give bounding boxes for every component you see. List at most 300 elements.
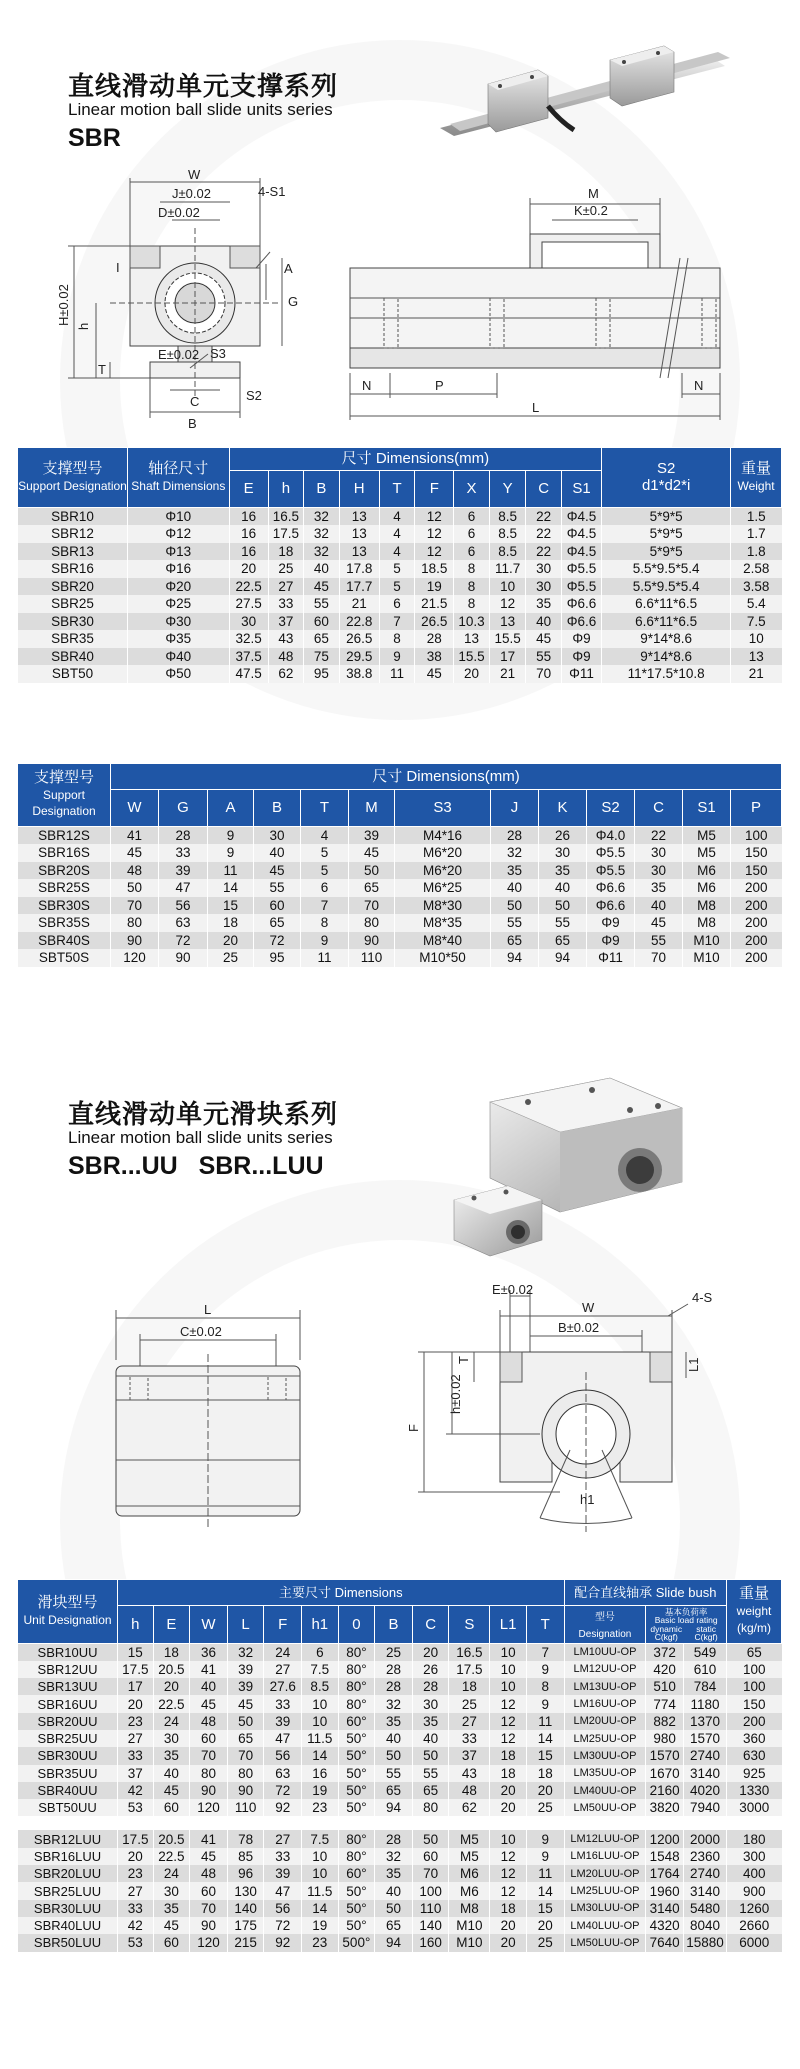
table-cell: M8 — [683, 897, 731, 915]
table-cell: Φ4.5 — [561, 543, 601, 561]
table-row — [18, 1882, 782, 1899]
table-cell: 55 — [539, 914, 587, 932]
table-cell: 20.5 — [153, 1661, 190, 1678]
table-cell: 35 — [375, 1865, 413, 1882]
table-cell: 17.5 — [118, 1661, 154, 1678]
table-cell: 20 — [208, 932, 254, 950]
table-cell: 50 — [412, 1830, 449, 1847]
table-cell: 12 — [490, 1730, 527, 1747]
table-cell: 18.5 — [415, 560, 454, 578]
table-cell: 56 — [264, 1900, 302, 1917]
table-cell: Φ25 — [127, 595, 229, 613]
table-cell: 23 — [118, 1713, 154, 1730]
table-cell: LM16LUU-OP — [564, 1848, 646, 1865]
table-cell: 70 — [111, 897, 159, 915]
table-cell: 55 — [635, 932, 683, 950]
table-cell: LM20LUU-OP — [564, 1865, 646, 1882]
table-row — [18, 862, 782, 880]
table-cell: 60 — [153, 1934, 190, 1951]
table-cell: 40 — [635, 897, 683, 915]
table-cell: Φ50 — [127, 665, 229, 683]
table-cell: 32 — [304, 525, 339, 543]
table-cell: 26 — [412, 1661, 449, 1678]
table-cell: SBR12UU — [18, 1661, 118, 1678]
table-cell: M5 — [449, 1830, 490, 1847]
table-cell: 11 — [526, 1713, 564, 1730]
table-cell: 4 — [379, 508, 414, 526]
table-cell: 33 — [159, 844, 208, 862]
table-cell: 1330 — [727, 1782, 782, 1799]
table-cell: 6.6*11*6.5 — [602, 595, 731, 613]
column-header: P — [731, 790, 782, 827]
table-cell: 11.7 — [489, 560, 526, 578]
table-row — [18, 1765, 782, 1782]
table-cell: M6*25 — [395, 879, 491, 897]
table-cell: Φ35 — [127, 630, 229, 648]
table-cell: 19 — [415, 578, 454, 596]
table-cell: Φ5.5 — [587, 844, 635, 862]
header-shaft-dimensions: 轴径尺寸 Shaft Dimensions — [127, 448, 229, 508]
table-cell: 15 — [526, 1900, 564, 1917]
table-cell: 3.58 — [731, 578, 782, 596]
table-cell: 4 — [301, 827, 349, 845]
table-cell: 6 — [454, 543, 489, 561]
table-cell: M10*50 — [395, 949, 491, 967]
table-cell: 18 — [208, 914, 254, 932]
table-cell: 3820 — [646, 1799, 684, 1816]
table-cell: SBR16UU — [18, 1695, 118, 1712]
table-cell: 45 — [190, 1695, 228, 1712]
table-cell: LM13UU-OP — [564, 1678, 646, 1695]
table-cell: 4320 — [646, 1917, 684, 1934]
table-row — [18, 1713, 782, 1730]
table-spacer — [18, 1816, 782, 1830]
table-cell: 33 — [264, 1695, 302, 1712]
table-cell: 32 — [227, 1644, 264, 1661]
table-cell: 2360 — [683, 1848, 726, 1865]
column-header: W — [111, 790, 159, 827]
table-cell: 20 — [454, 665, 489, 683]
table-cell: 24 — [153, 1713, 190, 1730]
table-cell: 15.5 — [489, 630, 526, 648]
table-cell: SBR13 — [18, 543, 128, 561]
table-cell: 2000 — [683, 1830, 726, 1847]
table-cell: 12 — [415, 543, 454, 561]
table-cell: 65 — [412, 1782, 449, 1799]
column-header: E — [229, 471, 268, 508]
table-cell: 1180 — [683, 1695, 726, 1712]
table-cell: 42 — [118, 1782, 154, 1799]
table-cell: 30 — [229, 613, 268, 631]
table-cell: 1548 — [646, 1848, 684, 1865]
section-model: SBR — [68, 124, 121, 152]
table-cell: 30 — [539, 844, 587, 862]
svg-text:T: T — [98, 362, 106, 377]
table-row — [18, 525, 782, 543]
table-cell: 8 — [454, 578, 489, 596]
table-cell: 65 — [727, 1644, 782, 1661]
table-cell: SBR35 — [18, 630, 128, 648]
svg-text:D±0.02: D±0.02 — [158, 205, 200, 220]
table-cell: 1670 — [646, 1765, 684, 1782]
table-cell: 11 — [301, 949, 349, 967]
table-cell: 45 — [415, 665, 454, 683]
table-row — [18, 578, 782, 596]
svg-text:B±0.02: B±0.02 — [558, 1320, 600, 1335]
table-cell: LM35UU-OP — [564, 1765, 646, 1782]
table-cell: M8*35 — [395, 914, 491, 932]
table-row — [18, 1661, 782, 1678]
table-cell: M6 — [683, 879, 731, 897]
table-cell: 50 — [491, 897, 539, 915]
table-cell: LM50UU-OP — [564, 1799, 646, 1816]
header-basic-load-rating: 基本负荷率 Basic load rating dynamic C(kgf) static C(kgf) — [646, 1606, 727, 1644]
table-cell: 30 — [526, 560, 561, 578]
column-header: S1 — [683, 790, 731, 827]
table-row — [18, 1695, 782, 1712]
column-header: L1 — [490, 1606, 527, 1644]
table-cell: 80 — [412, 1799, 449, 1816]
table-cell: 4 — [379, 525, 414, 543]
table-cell: Φ6.6 — [561, 613, 601, 631]
table-cell: 1260 — [727, 1900, 782, 1917]
table-cell: 55 — [304, 595, 339, 613]
table-cell: 200 — [731, 897, 782, 915]
table-cell: 60° — [338, 1865, 375, 1882]
table-cell: 5.5*9.5*5.4 — [602, 578, 731, 596]
table-cell: 65 — [254, 914, 301, 932]
table-cell: Φ4.5 — [561, 525, 601, 543]
table-cell: 39 — [159, 862, 208, 880]
table-cell: 27 — [268, 578, 303, 596]
table-cell: 39 — [349, 827, 395, 845]
table-row — [18, 1730, 782, 1747]
table-cell: M6 — [449, 1882, 490, 1899]
table-cell: 15.5 — [454, 648, 489, 666]
table-cell: 41 — [190, 1661, 228, 1678]
table-cell: 1200 — [646, 1830, 684, 1847]
sbr-support-spec-table — [17, 447, 782, 683]
table-cell: SBR30 — [18, 613, 128, 631]
sbruu-end-view-drawing — [400, 1282, 730, 1552]
section-title-cn: 直线滑动单元滑块系列 — [68, 1099, 339, 1129]
table-cell: LM20UU-OP — [564, 1713, 646, 1730]
column-header: S1 — [561, 471, 601, 508]
table-cell: Φ4.5 — [561, 508, 601, 526]
table-cell: 7940 — [683, 1799, 726, 1816]
table-cell: 90 — [159, 949, 208, 967]
table-cell: 45 — [304, 578, 339, 596]
table-cell: 9 — [526, 1830, 564, 1847]
svg-text:P: P — [435, 378, 444, 393]
table-cell: 7.5 — [302, 1830, 339, 1847]
table-cell: 10 — [490, 1678, 527, 1695]
table-cell: 774 — [646, 1695, 684, 1712]
svg-text:W: W — [188, 167, 201, 182]
table-cell: 94 — [491, 949, 539, 967]
table-cell: 40 — [412, 1730, 449, 1747]
column-header: 0 — [338, 1606, 375, 1644]
table-cell: 60 — [304, 613, 339, 631]
table-cell: 5*9*5 — [602, 525, 731, 543]
table-cell: 9*14*8.6 — [602, 648, 731, 666]
table-cell: 90 — [190, 1917, 228, 1934]
column-header: Y — [489, 471, 526, 508]
table-cell: 39 — [227, 1661, 264, 1678]
table-cell: 39 — [264, 1713, 302, 1730]
table-cell: Φ9 — [587, 914, 635, 932]
table-cell: 14 — [526, 1882, 564, 1899]
column-header: h — [118, 1606, 154, 1644]
table-cell: Φ10 — [127, 508, 229, 526]
table-cell: 1370 — [683, 1713, 726, 1730]
table-cell: 40 — [304, 560, 339, 578]
table-cell: 95 — [254, 949, 301, 967]
table-cell: 6 — [454, 508, 489, 526]
table-cell: 35 — [375, 1713, 413, 1730]
table-cell: SBR20UU — [18, 1713, 118, 1730]
table-cell: 882 — [646, 1713, 684, 1730]
table-cell: SBR13UU — [18, 1678, 118, 1695]
table-cell: 22 — [526, 508, 561, 526]
table-cell: 9 — [526, 1848, 564, 1865]
table-cell: 25 — [375, 1644, 413, 1661]
table-cell: 48 — [190, 1713, 228, 1730]
table-cell: 80° — [338, 1848, 375, 1865]
table-cell: 13 — [339, 543, 379, 561]
table-row — [18, 560, 782, 578]
table-cell: 23 — [302, 1799, 339, 1816]
table-cell: 35 — [153, 1900, 190, 1917]
table-cell: 5 — [301, 844, 349, 862]
svg-text:S2: S2 — [246, 388, 262, 403]
table-cell: SBR10UU — [18, 1644, 118, 1661]
table-cell: 47 — [264, 1882, 302, 1899]
table-cell: 35 — [412, 1713, 449, 1730]
table-cell: 13 — [454, 630, 489, 648]
table-cell: 22.5 — [229, 578, 268, 596]
svg-text:I: I — [116, 260, 120, 275]
table-cell: 400 — [727, 1865, 782, 1882]
column-header: L — [227, 1606, 264, 1644]
table-cell: 18 — [490, 1900, 527, 1917]
table-cell: 20 — [490, 1934, 527, 1951]
table-cell: Φ4.0 — [587, 827, 635, 845]
table-cell: 16 — [302, 1765, 339, 1782]
table-cell: LM16UU-OP — [564, 1695, 646, 1712]
table-cell: 70 — [635, 949, 683, 967]
table-cell: 33 — [118, 1747, 154, 1764]
table-cell: 5480 — [683, 1900, 726, 1917]
table-cell: 47.5 — [229, 665, 268, 683]
spacer-cell — [18, 1816, 782, 1830]
table-cell: 22.5 — [153, 1695, 190, 1712]
column-header: E — [153, 1606, 190, 1644]
table-cell: 20 — [490, 1782, 527, 1799]
table-cell: Φ11 — [587, 949, 635, 967]
table-cell: 18 — [490, 1765, 527, 1782]
table-cell: 38 — [415, 648, 454, 666]
sbr-product-photo — [440, 36, 760, 136]
table-cell: SBR16LUU — [18, 1848, 118, 1865]
table-row — [18, 1799, 782, 1816]
table-row — [18, 844, 782, 862]
table-row — [18, 665, 782, 683]
svg-text:N: N — [694, 378, 704, 393]
svg-text:K±0.2: K±0.2 — [574, 203, 608, 218]
svg-text:A: A — [284, 261, 293, 276]
table-cell: 13 — [489, 613, 526, 631]
column-header: h1 — [302, 1606, 339, 1644]
table-cell: 10 — [731, 630, 782, 648]
table-row — [18, 1782, 782, 1799]
table-row — [18, 630, 782, 648]
table-cell: 28 — [375, 1678, 413, 1695]
table-cell: 17 — [118, 1678, 154, 1695]
header-dimensions: 尺寸 Dimensions(mm) — [229, 448, 602, 471]
table-cell: 16 — [229, 508, 268, 526]
table-cell: 130 — [227, 1882, 264, 1899]
table-cell: 30 — [153, 1730, 190, 1747]
table-cell: 5*9*5 — [602, 508, 731, 526]
table-row — [18, 508, 782, 526]
table-cell: 160 — [412, 1934, 449, 1951]
table-cell: 21 — [731, 665, 782, 683]
table-cell: Φ20 — [127, 578, 229, 596]
table-cell: 5 — [379, 578, 414, 596]
table-cell: 11 — [379, 665, 414, 683]
table-cell: M8 — [449, 1900, 490, 1917]
table-cell: 45 — [190, 1848, 228, 1865]
table-cell: 6 — [454, 525, 489, 543]
sbr-side-view-drawing — [330, 168, 750, 430]
table-cell: 45 — [349, 844, 395, 862]
table-cell: 35 — [153, 1747, 190, 1764]
table-cell: 80° — [338, 1644, 375, 1661]
table-cell: 8 — [526, 1678, 564, 1695]
table-cell: 63 — [159, 914, 208, 932]
table-cell: 47 — [264, 1730, 302, 1747]
table-cell: M8*40 — [395, 932, 491, 950]
table-cell: LM10UU-OP — [564, 1644, 646, 1661]
table-cell: 45 — [254, 862, 301, 880]
column-header: B — [304, 471, 339, 508]
table-cell: 70 — [190, 1900, 228, 1917]
table-cell: 180 — [727, 1830, 782, 1847]
table-cell: 100 — [731, 827, 782, 845]
table-cell: SBR12S — [18, 827, 111, 845]
column-header: S2 — [587, 790, 635, 827]
table-cell: 1960 — [646, 1882, 684, 1899]
table-cell: M10 — [683, 932, 731, 950]
table-cell: 50° — [338, 1799, 375, 1816]
table-cell: 9 — [526, 1661, 564, 1678]
table-cell: 2740 — [683, 1747, 726, 1764]
table-cell: 32 — [375, 1695, 413, 1712]
table-cell: 28 — [159, 827, 208, 845]
column-header: F — [415, 471, 454, 508]
table-cell: 6 — [379, 595, 414, 613]
table-cell: 12 — [415, 508, 454, 526]
column-header: J — [491, 790, 539, 827]
column-header: K — [539, 790, 587, 827]
table-cell: 50° — [338, 1765, 375, 1782]
svg-text:G: G — [288, 294, 299, 309]
table-cell: 80° — [338, 1678, 375, 1695]
table-cell: LM30UU-OP — [564, 1747, 646, 1764]
svg-text:L: L — [532, 400, 540, 415]
table-cell: 5.4 — [731, 595, 782, 613]
table-cell: 28 — [412, 1678, 449, 1695]
table-cell: 94 — [375, 1934, 413, 1951]
table-cell: 510 — [646, 1678, 684, 1695]
section-title-en: Linear motion ball slide units series — [68, 1128, 333, 1147]
table-cell: 2.58 — [731, 560, 782, 578]
svg-text:h: h — [76, 322, 91, 330]
table-cell: 18 — [526, 1765, 564, 1782]
table-cell: 50° — [338, 1900, 375, 1917]
column-header: S — [449, 1606, 490, 1644]
table-cell: 200 — [731, 932, 782, 950]
table-row — [18, 1848, 782, 1865]
table-cell: 21 — [339, 595, 379, 613]
table-cell: 12 — [490, 1713, 527, 1730]
table-cell: 70 — [349, 897, 395, 915]
table-cell: 2660 — [727, 1917, 782, 1934]
table-cell: 50 — [539, 897, 587, 915]
table-cell: 150 — [731, 844, 782, 862]
table-cell: 150 — [731, 862, 782, 880]
table-cell: 200 — [731, 949, 782, 967]
table-cell: 30 — [412, 1695, 449, 1712]
table-cell: 50° — [338, 1917, 375, 1934]
table-cell: M8 — [683, 914, 731, 932]
table-cell: 62 — [268, 665, 303, 683]
table-cell: 27 — [264, 1661, 302, 1678]
table-cell: 8.5 — [489, 543, 526, 561]
table-cell: 360 — [727, 1730, 782, 1747]
header-dimensions: 尺寸 Dimensions(mm) — [111, 764, 782, 790]
table-cell: 43 — [268, 630, 303, 648]
table-cell: 95 — [304, 665, 339, 683]
table-row — [18, 1917, 782, 1934]
table-cell: 48 — [449, 1782, 490, 1799]
table-cell: 40 — [254, 844, 301, 862]
table-cell: 13 — [339, 508, 379, 526]
table-cell: 80 — [190, 1765, 228, 1782]
table-cell: 200 — [731, 879, 782, 897]
table-cell: 20 — [412, 1644, 449, 1661]
table-cell: 90 — [111, 932, 159, 950]
table-cell: 784 — [683, 1678, 726, 1695]
svg-text:h1: h1 — [580, 1492, 595, 1507]
table-cell: 13 — [339, 525, 379, 543]
table-cell: 12 — [490, 1848, 527, 1865]
table-cell: 5*9*5 — [602, 543, 731, 561]
table-cell: Φ12 — [127, 525, 229, 543]
table-cell: 4 — [379, 543, 414, 561]
table-cell: 28 — [415, 630, 454, 648]
table-cell: SBR16S — [18, 844, 111, 862]
table-cell: 24 — [153, 1865, 190, 1882]
table-cell: 7.5 — [302, 1661, 339, 1678]
table-cell: SBR25LUU — [18, 1882, 118, 1899]
svg-text:T: T — [456, 1356, 471, 1364]
table-cell: 150 — [727, 1695, 782, 1712]
table-cell: M4*16 — [395, 827, 491, 845]
section-title-en: Linear motion ball slide units series — [68, 100, 333, 119]
table-cell: 17.8 — [339, 560, 379, 578]
